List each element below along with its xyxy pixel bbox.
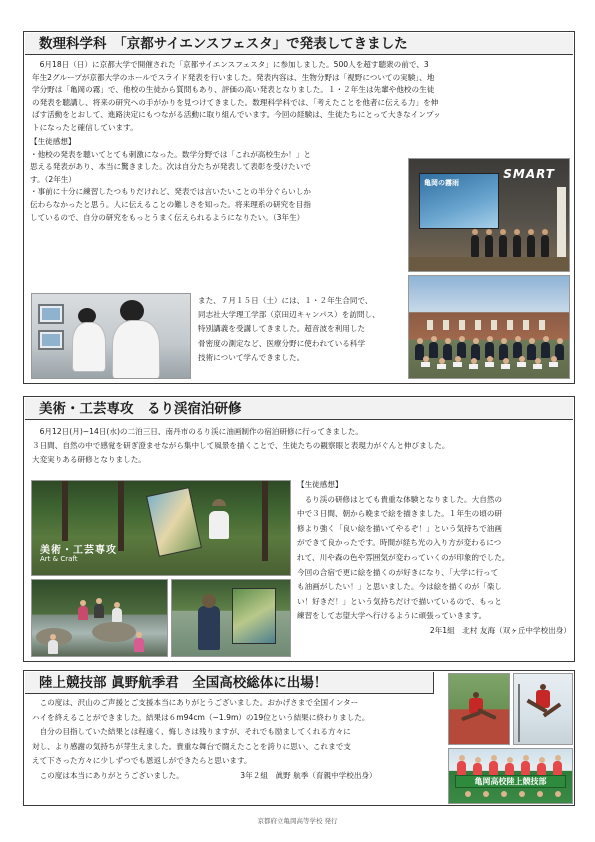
long-jump-photo	[448, 673, 510, 745]
team-member	[553, 761, 562, 775]
outdoor-painting-photo	[31, 480, 291, 576]
stage-desk	[409, 257, 569, 271]
team-member	[489, 761, 498, 775]
impressions-heading: 【生徒感想】	[297, 480, 343, 489]
visit-line: また、７月１５日（土）には、１・２年生合同で、	[198, 296, 373, 305]
impression-line: 中で３日間、朝から晩まで絵を描きました。１年生の頃の研	[297, 509, 503, 519]
impression-line: 伝わらなかったと思う。人に伝えることの難しさを知った。将来理系の研究を目指	[30, 199, 311, 209]
message-line: ハイを終えることができました。結果は６m94cm（−1.9m）の19位という結果に終わりました。	[32, 712, 370, 722]
art-craft-label: 美術・工芸専攻	[40, 545, 117, 556]
painter-head	[202, 594, 216, 608]
art-retreat-section	[23, 396, 575, 662]
science-fiesta-heading: 数理科学科 「京都サイエンスフェスタ」で発表してきました	[25, 33, 573, 55]
student-in-lab	[72, 322, 106, 372]
impression-line: ができて良かったです。時間が経ち光の入り方が変わるにつ	[297, 538, 502, 548]
presenter	[471, 235, 479, 257]
smart-logo: SMART	[503, 167, 555, 181]
team-member	[521, 761, 530, 775]
impression-line: い！好きだ！」という気持ちだけで描いているので、もっと	[297, 596, 502, 606]
track-field-section	[23, 670, 575, 806]
message-line: この度は、沢山のご声援とご支援本当にありがとうございました。おかげさまで全国インター	[32, 698, 359, 707]
impression-line: 今回の合宿で更に絵を描くのが好きになり、「大学に行って	[297, 567, 499, 577]
publisher-footer: 京都府立亀岡高等学校 発行	[257, 817, 338, 825]
student-figure	[134, 638, 144, 652]
track-team-photo	[448, 748, 573, 804]
intro-line: ばす活動をとおして、進路決定にもつながる活動に取り組んでいます。今回の経験は、生徒たちにとって大きなインプッ	[32, 110, 441, 120]
student-figure	[443, 344, 452, 360]
presenter	[499, 235, 507, 257]
message-line	[32, 769, 444, 784]
student-figure	[429, 342, 438, 358]
student-hair	[120, 300, 144, 322]
impressions-heading: 【生徒感想】	[30, 137, 76, 146]
student-figure	[94, 604, 104, 618]
intro-line: 学分野は「亀岡の霧」で、他校の生徒から質問もあり、評価の高い発表となりました。１・２年生は先輩や他校の生徒	[32, 85, 435, 95]
science-fiesta-intro	[32, 59, 570, 135]
impression-line: しているので、自分の研究をもっとうまく伝えられるようになりたい。（3年生）	[30, 212, 305, 222]
message-line: 自分の目指していた結果とは程遠く、悔しさは残りますが、それでも励ましてくれる方々に	[32, 727, 351, 737]
intro-line: トになったと確信しています。	[32, 122, 138, 132]
impression-line: れて、川や森の色や雰囲気が変わっていくのが印象的でした。	[297, 552, 510, 562]
intro-line: 年生2グループが京都大学のホールでスライド発表を行いました。発表内容は、生物分野は「視野についての実験」、地	[32, 72, 435, 82]
student-figure	[527, 344, 536, 360]
track-field-heading: 陸上競技部 眞野航季君 全国高校総体に出場！	[25, 672, 434, 694]
presenter	[485, 235, 493, 257]
riverside-students-photo	[31, 579, 168, 657]
student-figure	[48, 640, 58, 654]
intro-line: 大変実りある研修となりました。	[32, 455, 146, 464]
painter-figure	[198, 606, 220, 650]
presenter	[513, 235, 521, 257]
team-banner: 亀岡高校陸上競技部	[455, 775, 566, 788]
vertical-banner	[557, 187, 566, 257]
group-photo-campus	[408, 275, 570, 379]
message-line: えて下さった方々に少しずつでも恩返しができたらと思います。	[32, 756, 252, 766]
easel-canvas	[232, 588, 276, 644]
visit-line: 同志社大学理工学部（京田辺キャンパス）を訪問し、	[198, 310, 380, 320]
painting-canvas	[146, 487, 202, 557]
impression-line: るり渓の研修はとても貴重な体験となりました。大自然の	[297, 494, 503, 504]
impression-line: も油画がしたい！」と思いました。今は絵を描くのが「楽し	[297, 582, 503, 592]
science-fiesta-section	[23, 31, 575, 384]
lab-monitor	[38, 330, 64, 350]
visit-line: 技術について学んできました。	[198, 352, 305, 362]
author-signature: 3年２組 眞野 航季（育親中学校出身）	[240, 770, 377, 780]
student-figure	[112, 608, 122, 622]
easel-by-river-photo	[171, 579, 291, 657]
impression-line: 練習をして志望大学へ行けるように頑張っていきます。	[297, 611, 487, 621]
jump-action-photo	[513, 673, 573, 745]
screen-title: 亀岡の霧雨	[424, 179, 459, 187]
student-figure	[78, 606, 88, 620]
art-impressions	[297, 478, 571, 639]
impression-line: す。（2年生）	[30, 174, 76, 184]
intro-line: 6月12日(月)~14日(水)の二泊三日、南丹市のるり渓に油画制作の宿泊研修に行ってきました。	[32, 427, 363, 436]
visit-line: 骨密度の測定など、医療分野に使われている科学	[198, 338, 366, 348]
impression-line: ・事前に十分に練習したつもりだけれど、発表では言いたいことの半分ぐらいしか	[30, 187, 311, 197]
doshisha-visit-text	[198, 294, 406, 365]
student-impressions	[30, 136, 406, 224]
visit-line: 特別講義を受講してきました。超音波を利用した	[198, 324, 366, 334]
student-in-lab	[112, 320, 160, 379]
author-signature: 2年1組 北村 友海（双ヶ丘中学校出身）	[429, 625, 571, 635]
intro-line: ３日間、自然の中で感覚を研ぎ澄ませながら集中して風景を描くことで、生徒たちの観察眼と表現力がぐんと伸びました。	[32, 441, 450, 450]
presenter	[541, 235, 549, 257]
painter-figure	[209, 511, 229, 539]
art-craft-sublabel: Art & Craft	[40, 555, 78, 563]
intro-line: の発表を聴講し、将来の研究への手がかりを見つけてきました。数理科学科では、「考えたことを他者に伝える力」を伸	[32, 97, 439, 107]
student-figure	[541, 342, 550, 358]
art-retreat-intro	[32, 425, 570, 467]
presentation-stage-photo	[408, 158, 570, 272]
intro-line: 6月18日（日）に京都大学で開催された「京都サイエンスフェスタ」に参加しました。500人を超す聴衆の前で、3	[32, 60, 429, 69]
message-line: 対し、より感謝の気持ちが芽生えました。貴重な舞台で闘えたことを誇りに思い、これまで支	[32, 741, 351, 751]
team-member	[457, 761, 466, 775]
impression-line: 修より強く「良い絵を描いてやるぞ！」という気持ちで油画	[297, 523, 502, 533]
presenter	[527, 235, 535, 257]
track-field-message	[32, 696, 444, 784]
impression-line: 思える発表があり、本当に驚きました。次は自分たちが発表して表彰を受けたいで	[30, 162, 311, 172]
art-retreat-heading: 美術・工芸専攻 るり渓宿泊研修	[25, 398, 573, 420]
university-lab-photo	[31, 293, 191, 379]
projection-screen	[419, 173, 499, 229]
impression-line: ・他校の発表を聴いてとても刺激になった。数学分野では「これが高校生か！」と	[30, 149, 311, 159]
closing-line: この度は本当にありがとうございました。	[32, 770, 184, 780]
lab-monitor	[38, 304, 64, 324]
